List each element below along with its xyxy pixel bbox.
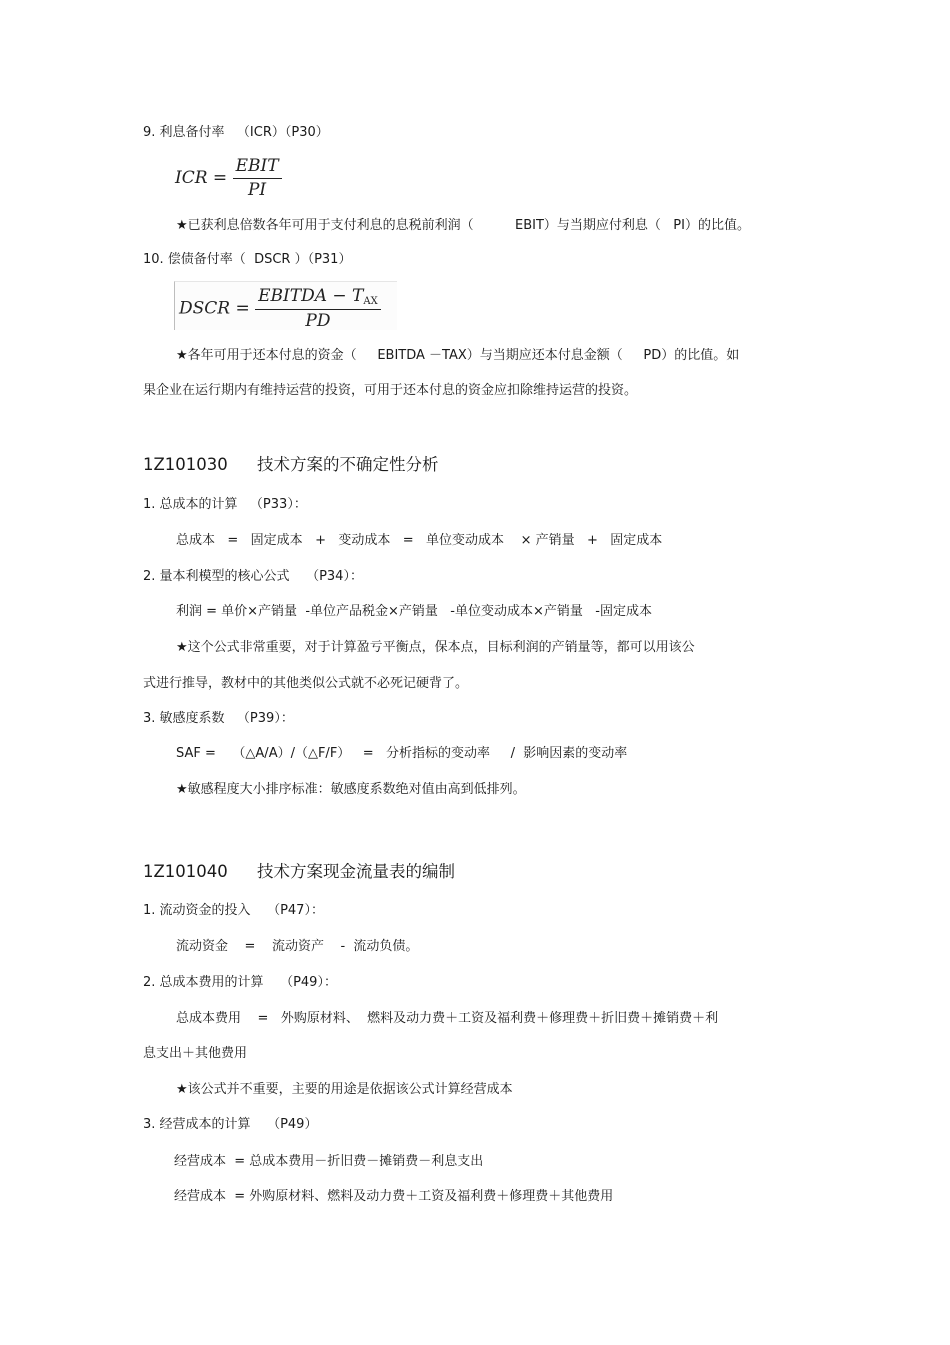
total-cost-expense-formula-line1: 总成本费用 = 外购原材料、 燃料及动力费＋工资及福利费＋修理费＋折旧费＋摊销费＋利 <box>176 1011 719 1026</box>
icr-note: ★已获利息倍数各年可用于支付利息的息税前利润（ EBIT）与当期应付利息（ PI）的比值。 <box>176 218 750 233</box>
icr-fraction <box>233 156 282 200</box>
icr-denominator: PI <box>247 180 267 200</box>
dscr-formula-lhs: DSCR = <box>179 298 250 319</box>
dscr-denominator: PD <box>305 311 331 331</box>
section-code: 1Z101040 <box>143 862 228 881</box>
cvp-note-line1: ★这个公式非常重要，对于计算盈亏平衡点，保本点，目标利润的产销量等，都可以用该公 <box>176 640 695 655</box>
saf-note: ★敏感程度大小排序标准：敏感度系数绝对值由高到低排列。 <box>176 782 526 797</box>
total-cost-expense-title: 2. 总成本费用的计算 （P49）： <box>143 975 337 990</box>
section-heading-1z101030 <box>143 455 439 475</box>
dscr-note-line2: 果企业在运行期内有维持运营的投资，可用于还本付息的资金应扣除维持运营的投资。 <box>143 383 638 398</box>
dscr-numerator-main: EBITDA − T <box>258 286 364 306</box>
dscr-fraction <box>255 286 381 331</box>
working-capital-title: 1. 流动资金的投入 （P47）： <box>143 903 324 918</box>
cvp-model-title: 2. 量本利模型的核心公式 （P34）： <box>143 569 363 584</box>
dscr-title: 10. 偿债备付率（ DSCR ）（P31） <box>143 252 352 267</box>
dscr-formula <box>174 281 397 330</box>
operating-cost-formula2: 经营成本 = 外购原材料、燃料及动力费＋工资及福利费＋修理费＋其他费用 <box>174 1189 614 1204</box>
icr-numerator: EBIT <box>233 156 282 179</box>
total-cost-expense-formula-line2: 息支出＋其他费用 <box>143 1046 248 1061</box>
section-code: 1Z101030 <box>143 455 228 474</box>
operating-cost-formula1: 经营成本 = 总成本费用－折旧费－摊销费－利息支出 <box>174 1154 484 1169</box>
cvp-note-line2: 式进行推导，教材中的其他类似公式就不必死记硬背了。 <box>143 676 469 691</box>
total-cost-title: 1. 总成本的计算 （P33）： <box>143 497 307 512</box>
total-cost-expense-note: ★该公式并不重要，主要的用途是依据该公式计算经营成本 <box>176 1082 513 1097</box>
cvp-model-formula: 利润 = 单价×产销量 -单位产品税金×产销量 -单位变动成本×产销量 -固定成本 <box>176 604 652 619</box>
icr-formula <box>175 156 282 200</box>
operating-cost-title: 3. 经营成本的计算 （P49） <box>143 1117 318 1132</box>
icr-formula-lhs: ICR = <box>175 168 228 188</box>
saf-title: 3. 敏感度系数 （P39）： <box>143 711 294 726</box>
dscr-note-line1: ★各年可用于还本付息的资金（ EBITDA －TAX）与当期应还本付息金额（ PD）的比值。如 <box>176 348 740 363</box>
section-title: 技术方案的不确定性分析 <box>257 455 439 474</box>
section-title: 技术方案现金流量表的编制 <box>257 862 455 881</box>
section-heading-1z101040 <box>143 862 455 882</box>
dscr-numerator-sub: AX <box>363 296 378 307</box>
working-capital-formula: 流动资金 = 流动资产 - 流动负债。 <box>176 939 419 954</box>
saf-formula: SAF = （△A/A）/（△F/F） = 分析指标的变动率 / 影响因素的变动率 <box>176 746 628 761</box>
total-cost-formula: 总成本 = 固定成本 + 变动成本 = 单位变动成本 × 产销量 + 固定成本 <box>176 533 663 548</box>
dscr-numerator <box>255 286 381 310</box>
icr-title: 9. 利息备付率 （ICR）（P30） <box>143 125 329 140</box>
